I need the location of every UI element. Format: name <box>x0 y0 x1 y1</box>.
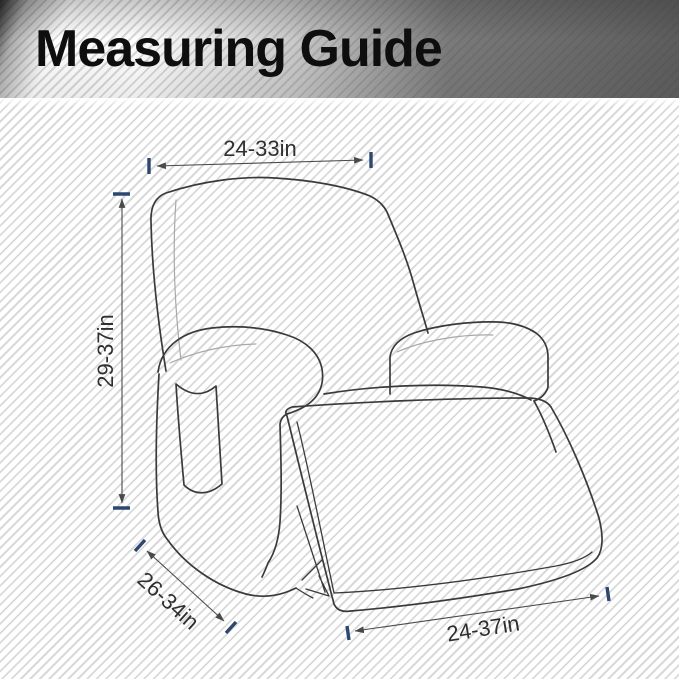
left-arm-seam <box>170 344 256 363</box>
recliner-chair-drawing <box>151 178 602 612</box>
right-arm-seam <box>397 335 493 352</box>
left-arm-roll <box>158 327 323 414</box>
footrest-thickness-lines <box>297 422 592 593</box>
page-title: Measuring Guide <box>35 20 442 78</box>
footrest-length-label: 24-37in <box>444 610 522 647</box>
dimension-top-width <box>149 136 371 174</box>
dimension-back-height <box>93 194 130 508</box>
side-pocket <box>176 384 222 493</box>
dimension-base-depth <box>133 540 236 634</box>
backrest-side-seam <box>174 200 181 360</box>
back-height-label: 29-37in <box>93 314 118 388</box>
footrest-outline <box>286 398 602 611</box>
top-width-label: 24-33in <box>223 136 297 161</box>
right-arm-roll <box>390 322 548 401</box>
backrest-outline <box>151 178 428 371</box>
left-arm-front-edge <box>262 414 287 577</box>
base-depth-label: 26-34in <box>132 566 204 635</box>
